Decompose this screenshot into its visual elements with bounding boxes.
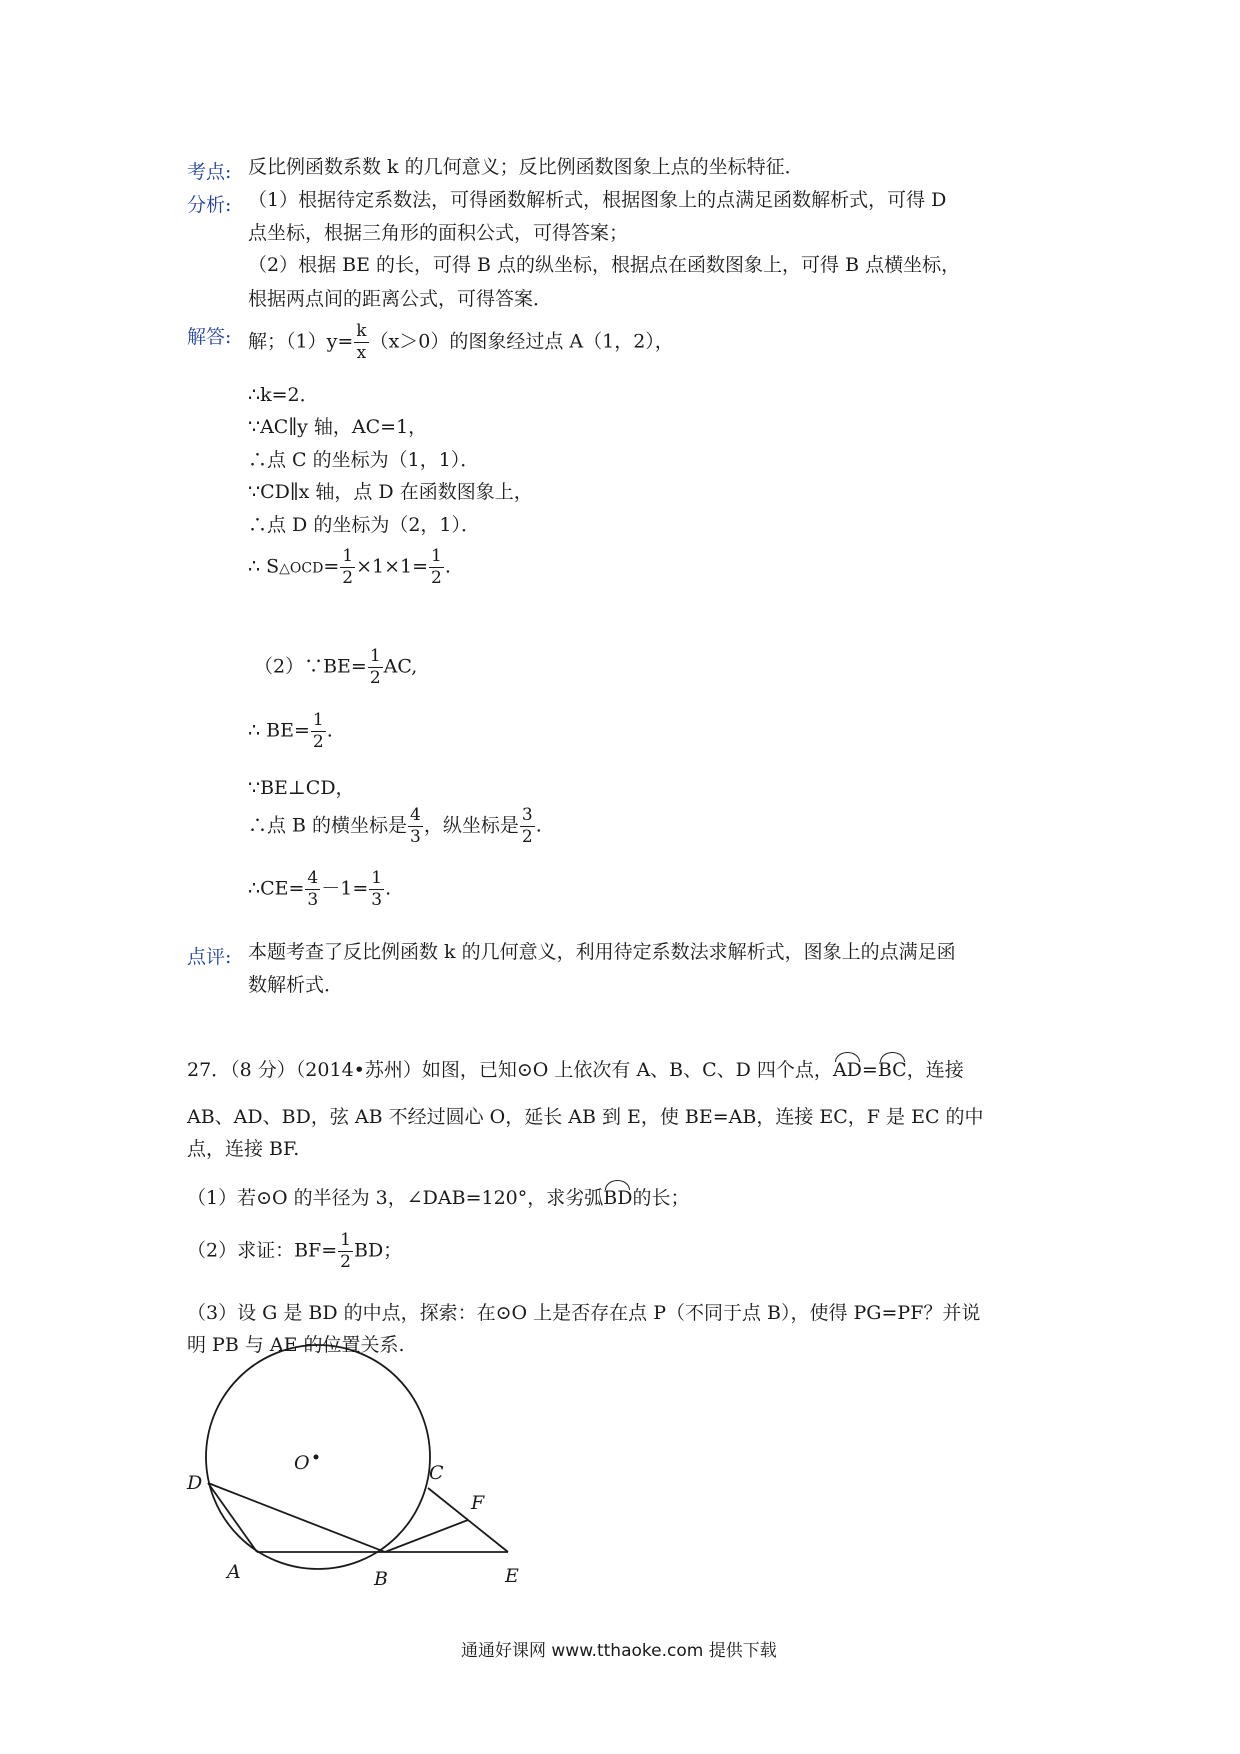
text: . <box>535 814 542 837</box>
denominator: 2 <box>312 732 324 752</box>
jieda-part2-step-4 <box>248 807 542 846</box>
subscript: △OCD <box>279 560 324 577</box>
fraction <box>338 1232 353 1271</box>
jieda-step-1 <box>248 323 674 362</box>
arc-bd: BD <box>603 1187 633 1209</box>
text: （1）若⊙O 的半径为 3，∠DAB=120°，求劣弧 <box>187 1187 604 1209</box>
text: ∴CE= <box>248 877 305 900</box>
geometry-figure <box>180 1370 560 1610</box>
label-jieda: 解答: <box>187 326 232 348</box>
segment-db <box>208 1483 385 1552</box>
jieda-step-4: ∴点 C 的坐标为（1，1）． <box>248 449 480 471</box>
text: （2）求证：BF= <box>187 1239 338 1262</box>
arc-ad: AD <box>832 1059 862 1081</box>
fenxi-line-1: （1）根据待定系数法，可得函数解析式，根据图象上的点满足函数解析式，可得 D <box>248 189 947 211</box>
numerator: 1 <box>342 546 354 566</box>
numerator: 1 <box>369 646 381 666</box>
fraction <box>305 870 320 909</box>
center-dot <box>314 1455 319 1460</box>
numerator: 1 <box>312 710 324 730</box>
label-kaodian: 考点: <box>187 161 232 183</box>
text: BD； <box>353 1239 403 1262</box>
jieda-step-7 <box>248 548 451 587</box>
denominator: 2 <box>342 568 354 588</box>
numerator: 1 <box>431 546 442 566</box>
label-e: E <box>505 1565 519 1587</box>
jieda-part2-step-1 <box>254 648 417 687</box>
fenxi-line-2: 点坐标，根据三角形的面积公式，可得答案； <box>248 222 629 244</box>
label-a: A <box>227 1561 241 1583</box>
fraction <box>311 712 326 751</box>
fraction <box>340 548 355 587</box>
text: . <box>444 555 451 578</box>
text: ×1×1= <box>356 555 429 578</box>
denominator: x <box>356 343 367 363</box>
q27-line-1 <box>187 1061 964 1080</box>
text: = <box>323 555 340 578</box>
jieda-step-5: ∵CD∥x 轴，点 D 在函数图象上， <box>248 481 533 503</box>
fraction <box>520 807 535 846</box>
denominator: 2 <box>340 1252 351 1272</box>
text: = <box>861 1059 878 1081</box>
text: －1= <box>321 877 369 900</box>
label-o: O <box>294 1452 310 1474</box>
denominator: 3 <box>371 890 383 910</box>
q27-line-3: 点，连接 BF. <box>187 1138 300 1160</box>
q27-part-3-line-1: （3）设 G 是 BD 的中点，探索：在⊙O 上是否存在点 P（不同于点 B），使得 PG=PF？并说 <box>187 1302 981 1324</box>
fenxi-line-4: 根据两点间的距离公式，可得答案． <box>248 288 553 310</box>
jieda-part2-step-2 <box>248 712 333 751</box>
fraction <box>369 870 384 909</box>
jieda-part2-step-5 <box>248 870 391 909</box>
text: 解；（1）y= <box>248 330 354 353</box>
text: . <box>385 877 392 900</box>
fraction <box>368 648 383 687</box>
arc-bc: BC <box>877 1059 907 1081</box>
text: . <box>326 719 333 742</box>
text: ∴点 B 的横坐标是 <box>248 814 408 837</box>
q27-part-2 <box>187 1232 402 1271</box>
label-c: C <box>429 1462 444 1484</box>
q27-line-2: AB、AD、BD，弦 AB 不经过圆心 O，延长 AB 到 E，使 BE=AB，连接 EC，F 是 EC 的中 <box>187 1106 984 1128</box>
jieda-step-3: ∵AC∥y 轴，AC=1， <box>248 416 428 438</box>
dianping-line-1: 本题考查了反比例函数 k 的几何意义，利用待定系数法求解析式，图象上的点满足函 <box>248 941 956 963</box>
label-fenxi: 分析: <box>187 194 232 216</box>
numerator: 1 <box>340 1230 351 1250</box>
numerator: 4 <box>410 805 421 825</box>
text: （x＞0）的图象经过点 A（1，2）， <box>369 330 674 353</box>
text: 27．（8 分）（2014•苏州）如图，已知⊙O 上依次有 A、B、C、D 四个点， <box>187 1059 833 1081</box>
text: AC, <box>383 655 418 678</box>
denominator: 2 <box>431 568 442 588</box>
fraction <box>429 548 444 587</box>
label-d: D <box>187 1472 203 1494</box>
label-b: B <box>374 1568 388 1590</box>
denominator: 2 <box>521 827 533 847</box>
q27-part-1 <box>187 1189 690 1208</box>
fraction-k-over-x <box>354 323 368 362</box>
label-dianping: 点评: <box>187 946 232 968</box>
jieda-step-6: ∴点 D 的坐标为（2，1）． <box>248 514 480 536</box>
denominator: 3 <box>307 890 319 910</box>
numerator: 3 <box>521 805 533 825</box>
numerator: 1 <box>371 868 383 888</box>
kaodian-text: 反比例函数系数 k 的几何意义；反比例函数图象上点的坐标特征． <box>248 156 804 178</box>
jieda-step-2: ∴k=2． <box>248 384 319 406</box>
label-f: F <box>471 1492 485 1514</box>
text: ∴ S <box>248 555 280 578</box>
denominator: 2 <box>369 668 381 688</box>
text: 的长； <box>632 1187 690 1209</box>
text: ∴ BE= <box>248 719 310 742</box>
text: ，连接 <box>906 1059 964 1081</box>
numerator: k <box>356 321 367 341</box>
jieda-part2-step-3: ∵BE⊥CD， <box>248 777 355 799</box>
numerator: 4 <box>307 868 319 888</box>
text: （2）∵BE= <box>254 655 367 678</box>
text: ，纵坐标是 <box>423 814 519 837</box>
footer-text: 通通好课网 www.tthaoke.com 提供下载 <box>461 1641 777 1661</box>
q27-part-3-line-2: 明 PB 与 AE 的位置关系. <box>187 1334 405 1356</box>
fenxi-line-3: （2）根据 BE 的长，可得 B 点的纵坐标，根据点在函数图象上，可得 B 点横坐标， <box>248 254 961 276</box>
fraction <box>408 807 423 846</box>
dianping-line-2: 数解析式． <box>248 974 344 996</box>
denominator: 3 <box>410 827 421 847</box>
